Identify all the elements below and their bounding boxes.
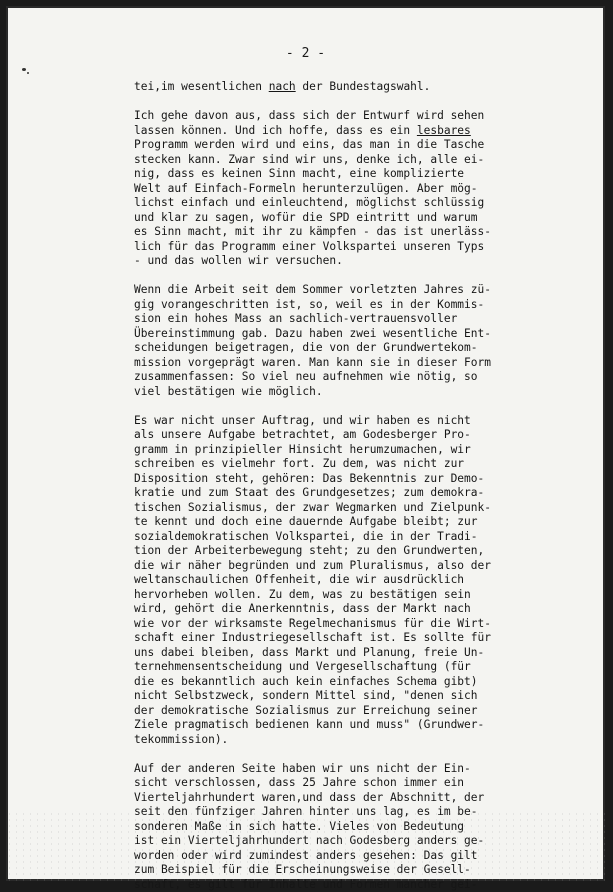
paragraph-gap <box>134 95 524 110</box>
text-line: sonderen Maße in sich hatte. Vieles von Bedeutung <box>134 820 524 835</box>
text-line: Vierteljahrhundert waren,und dass der Abschnitt, der <box>134 791 524 806</box>
text-line: lassen können. Und ich hoffe, dass es ein lesbares <box>134 124 524 139</box>
text-line: seit den fünfziger Jahren hinter uns lag, es im be- <box>134 805 524 820</box>
paragraph-gap <box>134 399 524 414</box>
text-line: als unsere Aufgabe betrachtet, am Godesberger Pro- <box>134 428 524 443</box>
paragraph <box>134 80 524 95</box>
text-line: die wir näher begründen und zum Pluralismus, also der <box>134 559 524 574</box>
document-page <box>6 6 605 881</box>
paragraph-gap <box>134 747 524 762</box>
text-line: weltanschaulichen Offenheit, die wir ausdrücklich <box>134 573 524 588</box>
text-line: zusammenfassen: So viel neu aufnehmen wie nötig, so <box>134 370 524 385</box>
text-line: Es war nicht unser Auftrag, und wir haben es nicht <box>134 414 524 429</box>
text-line: nig, dass es keinen Sinn macht, eine komplizierte <box>134 167 524 182</box>
text-line: zum Beispiel für die Erscheinungsweise der Gesell- <box>134 863 524 878</box>
text-line: und klar zu sagen, wofür die SPD eintritt und warum <box>134 211 524 226</box>
text-line: der demokratische Sozialismus zur Erreichung seiner <box>134 704 524 719</box>
underlined-word: nach <box>269 80 296 93</box>
text-line: schaft, es gilt für Inhalte und Formen mancher gei- <box>134 878 524 892</box>
text-line: scheidungen beigetragen, die von der Grundwertekom- <box>134 341 524 356</box>
text-line: Auf der anderen Seite haben wir uns nicht der Ein- <box>134 762 524 777</box>
text-line: sion ein hohes Mass an sachlich-vertrauensvoller <box>134 312 524 327</box>
scan-speck <box>27 72 29 74</box>
text-line: Wenn die Arbeit seit dem Sommer vorletzten Jahres zü- <box>134 283 524 298</box>
text-line: Disposition steht, gehören: Das Bekenntnis zur Demo- <box>134 472 524 487</box>
text-line: es Sinn macht, mit ihr zu kämpfen - das ist unerläss- <box>134 225 524 240</box>
text-line: worden oder wird zumindest anders gesehen: Das gilt <box>134 849 524 864</box>
page-number: - 2 - <box>6 46 605 61</box>
text-line: gig vorangeschritten ist, so, weil es in der Kommis- <box>134 298 524 313</box>
body-text <box>134 80 524 892</box>
text-line: wird, gehört die Anerkenntnis, dass der Markt nach <box>134 602 524 617</box>
text-line: - und das wollen wir versuchen. <box>134 254 524 269</box>
text-line: Übereinstimmung gab. Dazu haben zwei wesentliche Ent- <box>134 327 524 342</box>
text-line: mission vorgeprägt waren. Man kann sie in dieser Form <box>134 356 524 371</box>
text-line: tion der Arbeiterbewegung steht; zu den Grundwerten, <box>134 544 524 559</box>
text-line: uns dabei bleiben, dass Markt und Planung, freie Un- <box>134 646 524 661</box>
text-line: stecken kann. Zwar sind wir uns, denke ich, alle ei- <box>134 153 524 168</box>
text-line: te kennt und doch eine dauernde Aufgabe bleibt; zur <box>134 515 524 530</box>
text-line: nicht Selbstzweck, sondern Mittel sind, "denen sich <box>134 689 524 704</box>
text-line: schreiben es vielmehr fort. Zu dem, was nicht zur <box>134 457 524 472</box>
text-line: ternehmensentscheidung und Vergesellschaftung (für <box>134 660 524 675</box>
text-line: lichst einfach und einleuchtend, möglichst schlüssig <box>134 196 524 211</box>
paragraph <box>134 283 524 399</box>
paragraph-gap <box>134 269 524 284</box>
text-line: kratie und zum Staat des Grundgesetzes; zum demokra- <box>134 486 524 501</box>
text-line: tischen Sozialismus, der zwar Wegmarken und Zielpunk- <box>134 501 524 516</box>
text-line: tei,im wesentlichen nach der Bundestagswahl. <box>134 80 524 95</box>
text-line: hervorheben wollen. Zu dem, was zu bestätigen sein <box>134 588 524 603</box>
text-line: die es bekanntlich auch kein einfaches Schema gibt) <box>134 675 524 690</box>
text-line: ist ein Vierteljahrhundert nach Godesberg anders ge- <box>134 834 524 849</box>
scan-noise <box>6 811 605 881</box>
underlined-word: lesbares <box>417 124 471 137</box>
text-line: tekommission). <box>134 733 524 748</box>
text-line: Programm werden wird und eins, das man in die Tasche <box>134 138 524 153</box>
text-line: sozialdemokratischen Volkspartei, die in der Tradi- <box>134 530 524 545</box>
paragraph <box>134 109 524 269</box>
paragraph <box>134 414 524 748</box>
text-line: wie vor der wirksamste Regelmechanismus für die Wirt- <box>134 617 524 632</box>
text-line: lich für das Programm einer Volkspartei unseren Typs <box>134 240 524 255</box>
text-line: Ziele pragmatisch bedienen kann und muss" (Grundwer- <box>134 718 524 733</box>
text-line: schaft einer Industriegesellschaft ist. Es sollte für <box>134 631 524 646</box>
text-line: Ich gehe davon aus, dass sich der Entwurf wird sehen <box>134 109 524 124</box>
text-line: Welt auf Einfach-Formeln herunterzulügen. Aber mög- <box>134 182 524 197</box>
scan-speck <box>22 68 26 71</box>
text-line: viel bestätigen wie möglich. <box>134 385 524 400</box>
text-line: gramm in prinzipieller Hinsicht herumzumachen, wir <box>134 443 524 458</box>
text-line: sicht verschlossen, dass 25 Jahre schon immer ein <box>134 776 524 791</box>
